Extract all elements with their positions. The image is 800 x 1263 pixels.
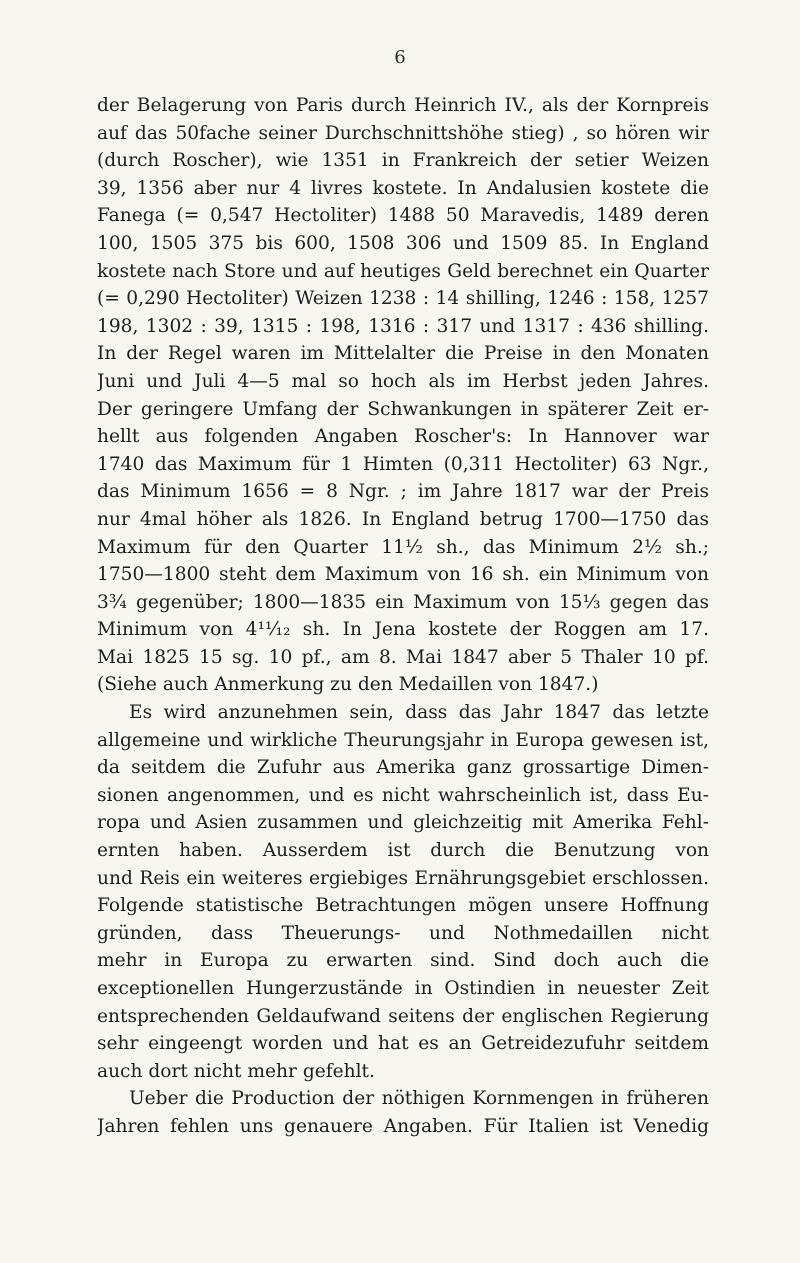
text-line: das Minimum 1656 = 8 Ngr. ; im Jahre 1817 war der Preis <box>97 481 709 503</box>
page-number: 6 <box>394 47 406 68</box>
text-line: gründen, dass Theuerungs- und Nothmedaillen nicht <box>97 922 709 944</box>
text-line: sionen angenommen, und es nicht wahrscheinlich ist, dass Eu- <box>97 784 709 806</box>
text-line: Juni und Juli 4—5 mal so hoch als im Herbst jeden Jahres. <box>97 370 709 392</box>
text-line: kostete nach Store und auf heutiges Geld berechnet ein Quarter <box>97 260 709 282</box>
text-line: In der Regel waren im Mittelalter die Preise in den Monaten <box>97 343 709 365</box>
text-line: Ueber die Production der nöthigen Kornmengen in früheren <box>129 1088 709 1110</box>
text-line: der Belagerung von Paris durch Heinrich IV., als der Kornpreis <box>97 95 709 116</box>
text-line: exceptionellen Hungerzustände in Ostindien in neuester Zeit <box>97 978 709 999</box>
text-line: 3¾ gegenüber; 1800—1835 ein Maximum von 15⅓ gegen das <box>97 591 709 613</box>
text-line: Es wird anzunehmen sein, dass das Jahr 1847 das letzte <box>129 702 709 724</box>
text-line: Mai 1825 15 sg. 10 pf., am 8. Mai 1847 aber 5 Thaler 10 pf. <box>97 646 709 668</box>
text-line: 1750—1800 steht dem Maximum von 16 sh. ein Minimum von <box>97 564 709 586</box>
text-line: und Reis ein weiteres ergiebiges Ernährungsgebiet erschlossen. <box>97 867 709 889</box>
text-line: (durch Roscher), wie 1351 in Frankreich der setier Weizen <box>97 150 709 172</box>
text-line: ernten haben. Ausserdem ist durch die Benutzung von <box>97 840 709 862</box>
text-line: Der geringere Umfang der Schwankungen in späterer Zeit er- <box>97 398 709 420</box>
body-text <box>97 92 709 1141</box>
text-line: nur 4mal höher als 1826. In England betrug 1700—1750 das <box>97 508 709 530</box>
text-line: Folgende statistische Betrachtungen mögen unsere Hoffnung <box>97 895 709 917</box>
text-line: Jahren fehlen uns genauere Angaben. Für Italien ist Venedig <box>97 1115 709 1137</box>
text-line: (= 0,290 Hectoliter) Weizen 1238 : 14 shilling, 1246 : 158, 1257 <box>97 288 709 310</box>
text-line: auf das 50fache seiner Durchschnittshöhe stieg) , so hören wir <box>97 122 709 144</box>
text-line: mehr in Europa zu erwarten sind. Sind doch auch die <box>97 950 709 972</box>
text-line: Minimum von 4¹¹⁄₁₂ sh. In Jena kostete der Roggen am 17. <box>97 619 709 641</box>
text-line: Fanega (= 0,547 Hectoliter) 1488 50 Maravedis, 1489 deren <box>97 205 709 227</box>
text-line: ropa und Asien zusammen und gleichzeitig mit Amerika Fehl- <box>97 812 709 834</box>
text-line: sehr eingeengt worden und hat es an Getreidezufuhr seitdem <box>97 1033 709 1055</box>
text-line: 100, 1505 375 bis 600, 1508 306 und 1509 85. In England <box>97 232 709 254</box>
text-line: 1740 das Maximum für 1 Himten (0,311 Hectoliter) 63 Ngr., <box>97 453 709 475</box>
text-line: allgemeine und wirkliche Theurungsjahr in Europa gewesen ist, <box>97 729 709 751</box>
text-line: 39, 1356 aber nur 4 livres kostete. In Andalusien kostete die <box>97 177 709 199</box>
text-line: 198, 1302 : 39, 1315 : 198, 1316 : 317 und 1317 : 436 shilling. <box>97 315 709 337</box>
text-line: (Siehe auch Anmerkung zu den Medaillen von 1847.) <box>97 674 599 696</box>
text-line: entsprechenden Geldaufwand seitens der englischen Regierung <box>97 1005 709 1027</box>
text-line: Maximum für den Quarter 11½ sh., das Minimum 2½ sh.; <box>97 536 709 558</box>
text-line: hellt aus folgenden Angaben Roscher's: In Hannover war <box>97 426 709 448</box>
text-line: auch dort nicht mehr gefehlt. <box>97 1060 375 1082</box>
text-line: da seitdem die Zufuhr aus Amerika ganz grossartige Dimen- <box>97 757 709 779</box>
